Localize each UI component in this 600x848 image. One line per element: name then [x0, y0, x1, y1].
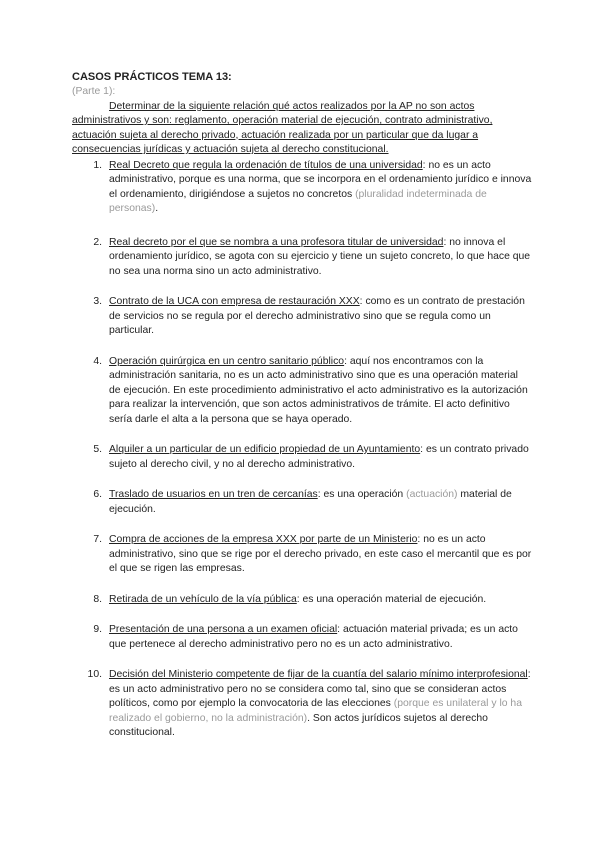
- list-item: [72, 443, 532, 472]
- list-item: [72, 623, 532, 652]
- item-number: 1.: [93, 159, 102, 171]
- list-item: [72, 295, 532, 339]
- item-body: : es un contrato privado sujeto al derecho civil, y no al derecho administrativo.: [109, 444, 529, 470]
- intro-paragraph: Determinar de la siguiente relación qué actos realizados por la AP no son actos administrativos y son: reglamento, operación material de ejecución, contrato administrativo, actuación sujeta al derecho privado, actuación realizada por un particular que da lugar a consecuencias jurídicas y actuación sujeta al derecho constitucional.: [72, 100, 493, 155]
- item-number: 2.: [93, 236, 102, 248]
- list-item: [72, 533, 532, 577]
- item-note: (pluralidad indeterminada de personas): [109, 188, 487, 214]
- item-number: 6.: [93, 489, 102, 500]
- item-number: 5.: [93, 444, 102, 455]
- item-number: 3.: [93, 296, 102, 307]
- list-item: [72, 593, 532, 608]
- item-body: : actuación material privada; es un acto que pertenece al derecho administrativo pero no es un acto administrativo.: [109, 624, 518, 650]
- list-item: [72, 236, 532, 280]
- item-body: : no es un acto administrativo, sino que se rige por el derecho privado, en este caso el mercantil que es por el que se rigen las empresas.: [109, 534, 532, 574]
- item-heading: Traslado de usuarios en un tren de cercanías: [109, 489, 318, 500]
- item-note: (porque es unilateral y lo ha realizado el gobierno, no la administración): [109, 698, 522, 724]
- item-note: (actuación): [406, 489, 458, 500]
- list-item: [72, 159, 532, 217]
- item-number: 7.: [93, 534, 102, 545]
- item-heading: Contrato de la UCA con empresa de restauración XXX: [109, 296, 360, 307]
- list-item: [72, 355, 532, 428]
- item-body: : es una operación material de ejecución.: [296, 593, 487, 605]
- item-number: 4.: [93, 355, 102, 367]
- item-body: : es un acto administrativo pero no se considera como tal, sino que se consideran actos políticos, como por ejemplo la convocatoria de las elecciones: [109, 669, 531, 709]
- item-heading: Presentación de una persona a un examen oficial: [109, 624, 338, 635]
- item-heading: Retirada de un vehículo de la vía pública: [109, 593, 297, 605]
- item-heading: Decisión del Ministerio competente de fijar de la cuantía del salario mínimo interprofesional: [109, 669, 528, 680]
- item-body: : es una operación: [317, 489, 407, 500]
- document-title: CASOS PRÁCTICOS TEMA 13:: [72, 71, 232, 83]
- list-item: [72, 488, 532, 517]
- item-body: : no innova el ordenamiento jurídico, se agota con su ejercicio y tiene un sujeto concreto, lo que hace que no sea una norma sino un acto administrativo.: [109, 236, 531, 277]
- document-page: [72, 70, 532, 741]
- item-number: 9.: [93, 624, 102, 635]
- item-body: : aquí nos encontramos con la administración sanitaria, no es un acto administrativo sino que es una operación material de ejecución. En este procedimiento administrativo el acto administrativo es la autorización para realizar la intervención, que son actos administrativos de trámite. El acto definitivo sería darle el alta a la persona que se haya operado.: [109, 355, 528, 425]
- item-heading: Operación quirúrgica en un centro sanitario público: [109, 355, 345, 367]
- item-body: : como es un contrato de prestación de servicios no se regula por el derecho administrativo sino que se regula como un particular.: [109, 296, 525, 336]
- item-heading: Real decreto por el que se nombra a una profesora titular de universidad: [109, 236, 444, 248]
- item-tail: material de ejecución.: [109, 489, 512, 515]
- item-tail: . Son actos jurídicos sujetos al derecho constitucional.: [109, 712, 488, 738]
- item-number: 8.: [93, 593, 102, 605]
- item-heading: Real Decreto que regula la ordenación de títulos de una universidad: [109, 159, 423, 171]
- item-heading: Compra de acciones de la empresa XXX por parte de un Ministerio: [109, 534, 418, 545]
- document-subtitle: (Parte 1):: [72, 86, 116, 97]
- list-item: [72, 668, 532, 741]
- case-list: [72, 159, 532, 741]
- item-heading: Alquiler a un particular de un edificio propiedad de un Ayuntamiento: [109, 444, 421, 455]
- item-body: : no es un acto administrativo, porque es una norma, que se incorpora en el ordenamiento jurídico e innova el ordenamiento, dirigiéndose a sujetos no concretos: [109, 159, 532, 200]
- item-tail: .: [155, 203, 159, 214]
- item-number: 10.: [87, 669, 102, 680]
